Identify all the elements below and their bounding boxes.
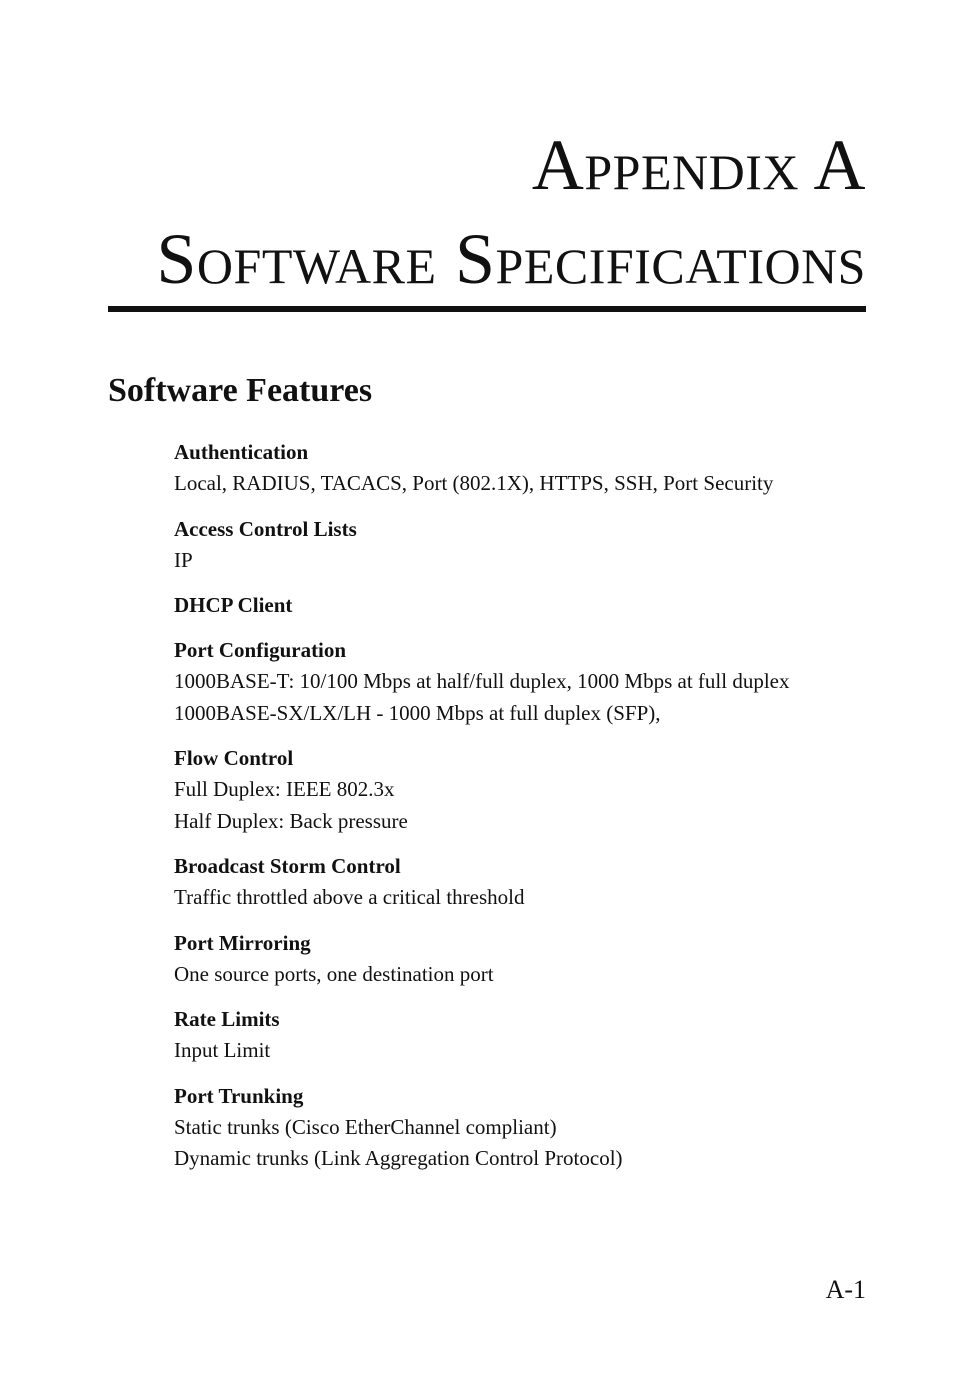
feature-item [174,589,874,621]
title-divider [108,306,866,312]
feature-detail: Dynamic trunks (Link Aggregation Control Protocol) [174,1146,623,1170]
feature-name: DHCP Client [174,593,293,617]
appendix-label: Appendix A [531,125,866,205]
feature-item [174,1003,874,1067]
feature-detail: Local, RADIUS, TACACS, Port (802.1X), HTTPS, SSH, Port Security [174,471,774,495]
feature-name: Port Configuration [174,638,347,662]
feature-name: Flow Control [174,746,294,770]
feature-name: Authentication [174,440,309,464]
feature-item [174,1080,874,1175]
feature-detail: Static trunks (Cisco EtherChannel compliant) [174,1114,557,1139]
feature-name: Broadcast Storm Control [174,854,401,878]
feature-detail: Input Limit [174,1038,271,1062]
feature-item [174,927,874,991]
feature-detail: 1000BASE-T: 10/100 Mbps at half/full duplex, 1000 Mbps at full duplex [174,669,790,693]
chapter-heading [156,118,866,306]
feature-name: Port Mirroring [174,930,311,955]
feature-list [174,436,874,1188]
section-title: Software Features [108,372,373,409]
page-number: A-1 [825,1275,866,1304]
feature-item [174,634,874,729]
feature-detail: IP [174,547,193,572]
feature-detail: Full Duplex: IEEE 802.3x [174,777,395,801]
chapter-title: Software Specifications [156,219,866,299]
feature-item [174,513,874,577]
feature-detail: Half Duplex: Back pressure [174,808,408,833]
feature-item [174,436,874,500]
feature-name: Rate Limits [174,1007,280,1031]
feature-detail: One source ports, one destination port [174,961,494,986]
feature-item [174,742,874,837]
feature-detail: Traffic throttled above a critical threshold [174,885,525,909]
feature-name: Access Control Lists [174,516,357,541]
feature-name: Port Trunking [174,1083,304,1108]
feature-item [174,850,874,914]
feature-detail: 1000BASE-SX/LX/LH - 1000 Mbps at full duplex (SFP), [174,700,661,725]
